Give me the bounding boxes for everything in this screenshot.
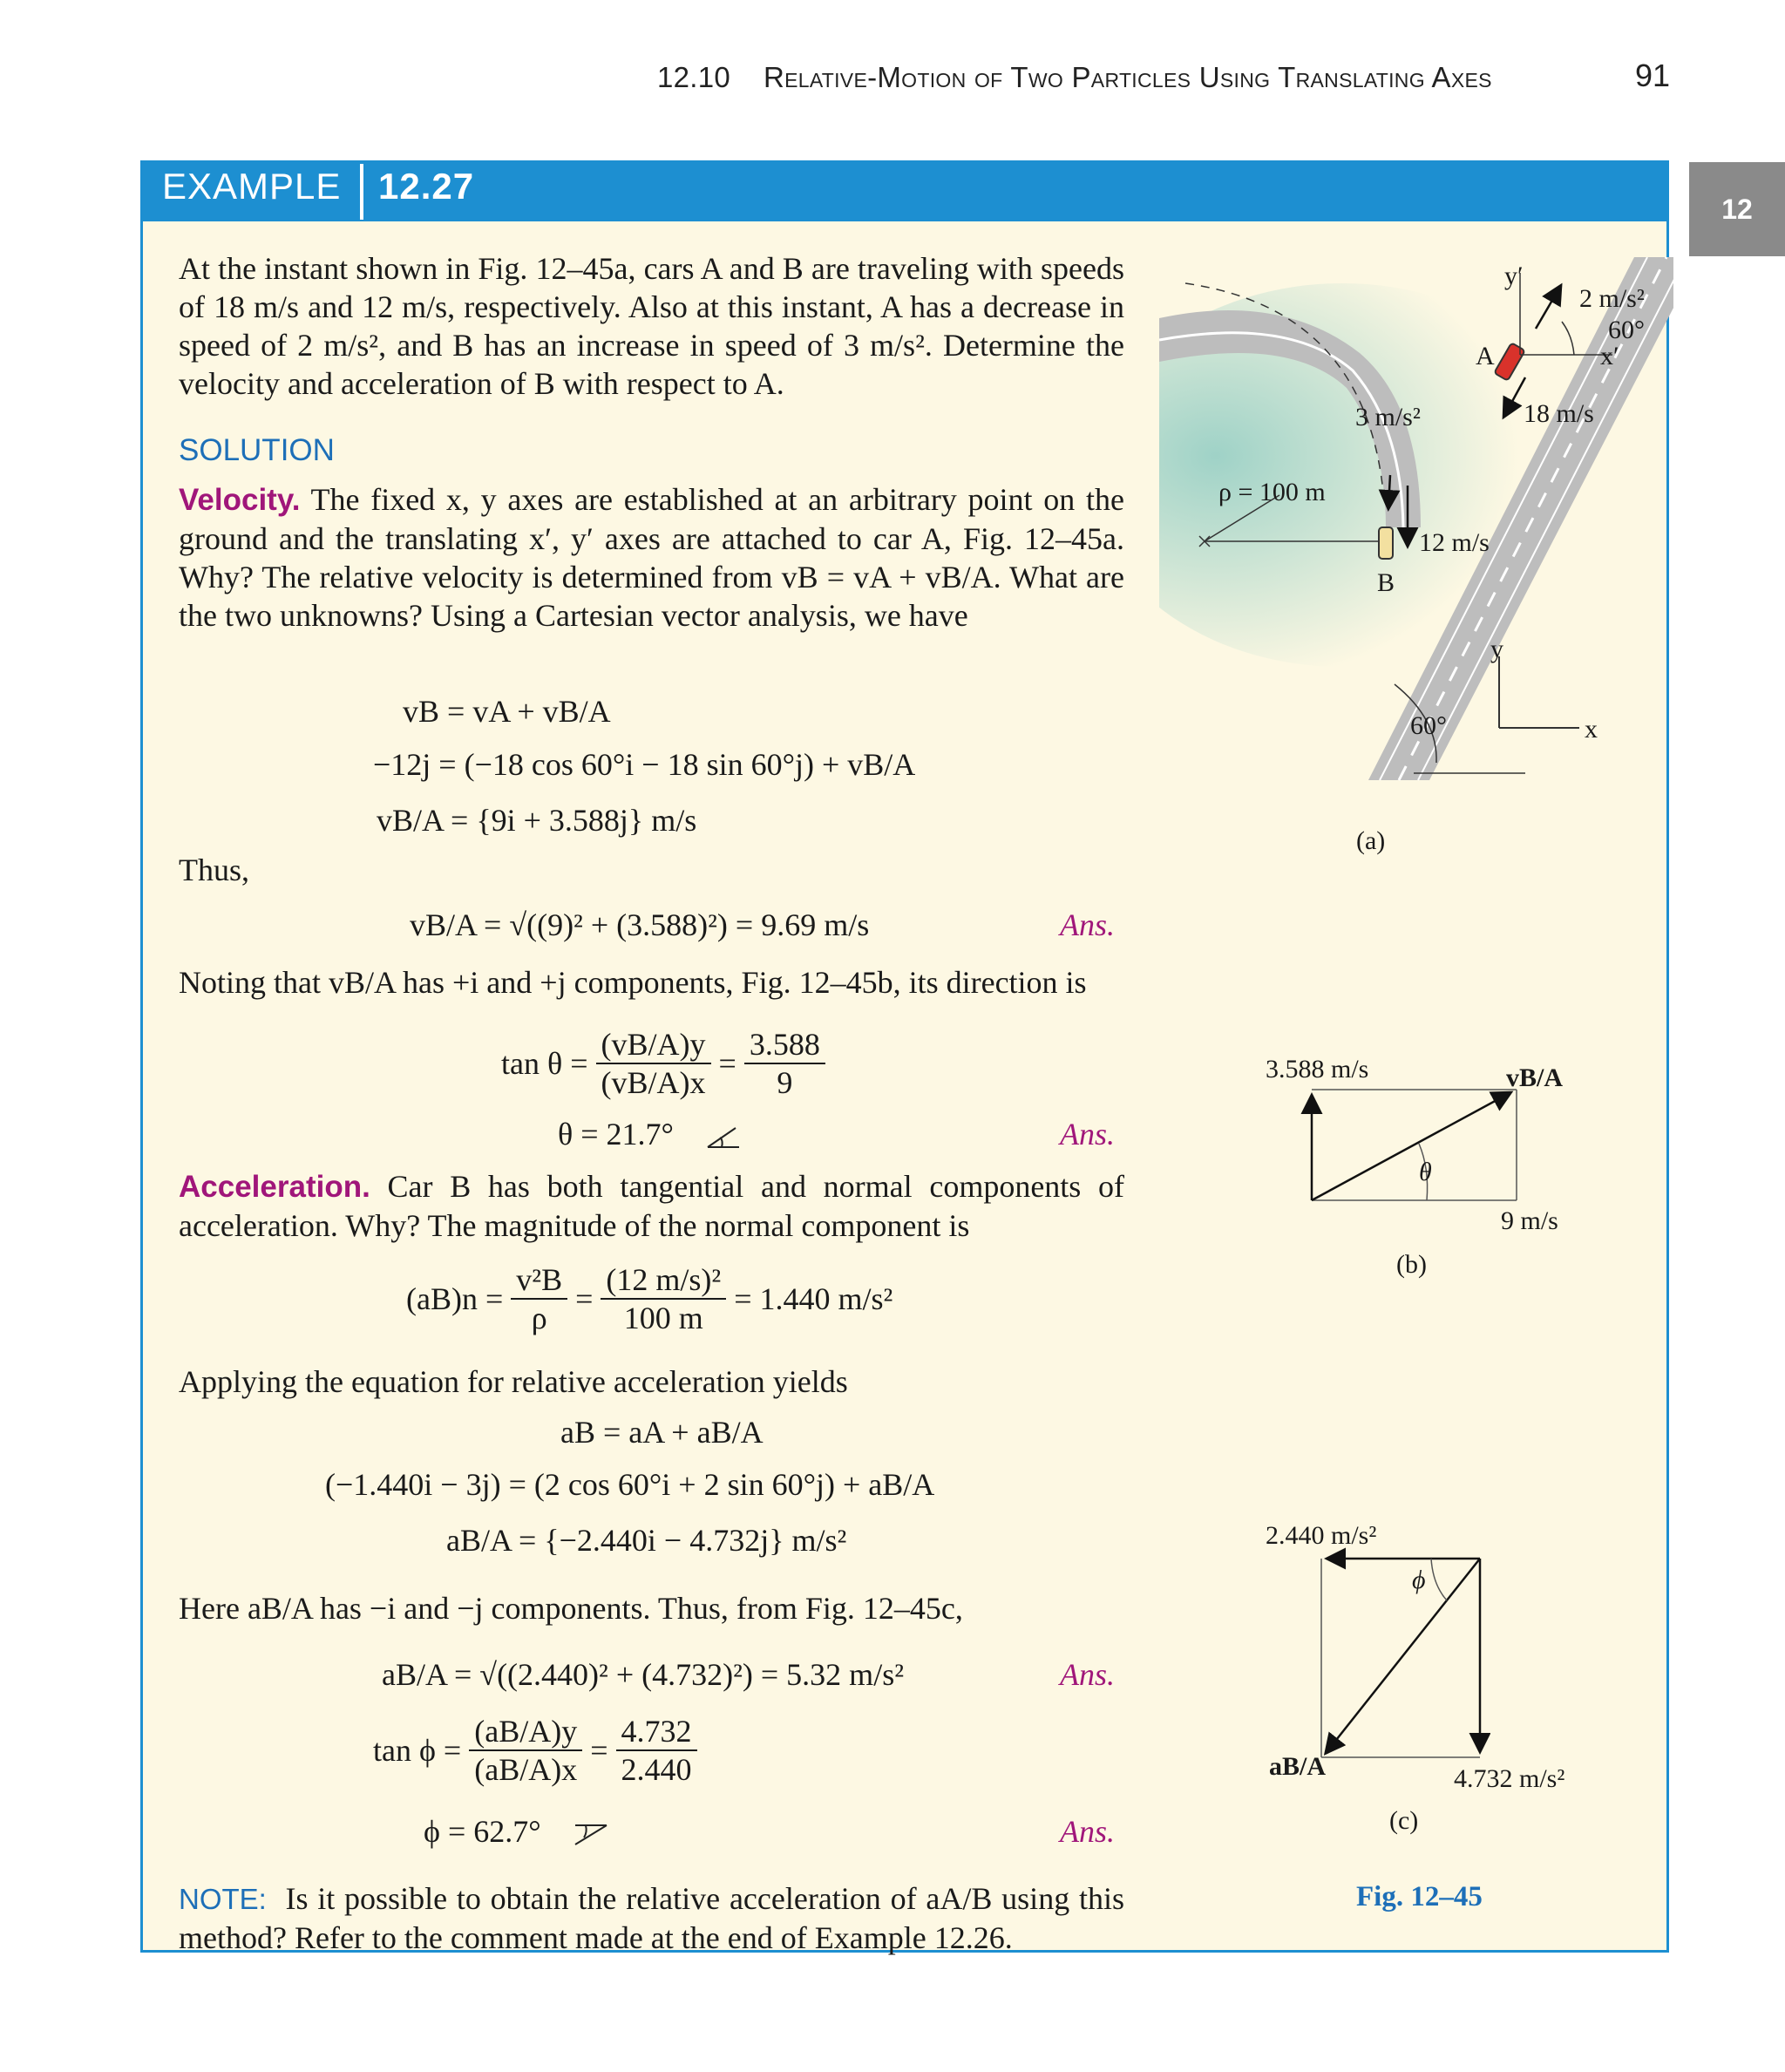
here-text: Here aB/A has −i and −j components. Thus, from Fig. 12–45c, bbox=[179, 1591, 963, 1626]
y-prime-label: y′ bbox=[1504, 262, 1524, 290]
example-title-bar bbox=[140, 160, 1669, 221]
fraction-v-components bbox=[596, 1026, 711, 1101]
equation-velocity-result: vB/A = {9i + 3.588j} m/s bbox=[377, 803, 697, 838]
running-header bbox=[657, 61, 1492, 94]
equation-acceleration-components: (−1.440i − 3j) = (2 cos 60°i + 2 sin 60°j) + aB/A bbox=[325, 1467, 935, 1502]
fraction-numerator: (aB/A)y bbox=[469, 1713, 582, 1751]
note-label: NOTE: bbox=[179, 1883, 267, 1915]
y-label: y bbox=[1490, 635, 1503, 663]
equation-theta-value bbox=[558, 1116, 743, 1152]
phi-value: ϕ = 62.7° bbox=[424, 1814, 541, 1849]
fraction-v-squared-rho bbox=[511, 1261, 567, 1336]
answer-marker: Ans. bbox=[1060, 907, 1115, 942]
figure-caption: Fig. 12–45 bbox=[1356, 1881, 1483, 1912]
relative-acceleration-arrow bbox=[1327, 1559, 1480, 1752]
car-b-label: B bbox=[1377, 568, 1395, 597]
fraction-numerator: 4.732 bbox=[616, 1713, 697, 1751]
noting-text: Noting that vB/A has +i and +j components, Fig. 12–45b, its direction is bbox=[179, 965, 1087, 1000]
equation-normal-acceleration: (aB)n = $\frac{\text{v²B}}{\rho}$ = $\frac{\text{(12 m/s)²}}{100 m}$ = 1.440 m/s² bbox=[406, 1262, 893, 1335]
acceleration-paragraph bbox=[179, 1167, 1124, 1245]
title-divider bbox=[360, 164, 363, 220]
velocity-text: The fixed x, y axes are established at an arbitrary point on the ground and the translating x′, y′ axes are attached to car A, Fig. 12–45a. Why? The relative velocity is determined from vB = vA + vB/A. What are the two unknowns? Using a Cartesian vector analysis, we have bbox=[179, 482, 1124, 633]
angle-direction-icon bbox=[572, 1822, 610, 1848]
equation-theta-tan: tan θ = $\frac{(vB/A)y}{(vB/A)x}$ = $\frac{3.588}{9}$ bbox=[501, 1024, 825, 1103]
fraction-denominator: 100 m bbox=[623, 1301, 703, 1335]
equation-phi-value bbox=[424, 1813, 610, 1850]
fraction-denominator: (aB/A)x bbox=[474, 1752, 578, 1787]
fraction-values bbox=[601, 1261, 726, 1336]
accel-a-label: 2 m/s² bbox=[1579, 284, 1645, 313]
road-angle-label: 60° bbox=[1410, 711, 1447, 740]
car-b bbox=[1379, 527, 1393, 559]
figure-b-velocity-diagram bbox=[1290, 1072, 1525, 1212]
equation-velocity-relation: vB = vA + vB/A bbox=[403, 694, 611, 729]
fraction-numerator: (vB/A)y bbox=[596, 1026, 711, 1064]
note-text: Is it possible to obtain the relative acceleration of aA/B using this method? Refer to the comment made at the end of Example 12.26. bbox=[179, 1881, 1124, 1955]
equation-acceleration-result: aB/A = {−2.440i − 4.732j} m/s² bbox=[446, 1523, 847, 1558]
figure-c-label: (c) bbox=[1389, 1806, 1419, 1835]
fraction-v-values bbox=[744, 1026, 825, 1101]
section-number: 12.10 bbox=[657, 61, 731, 93]
fraction-a-components bbox=[469, 1713, 582, 1788]
angle-direction-icon bbox=[704, 1124, 743, 1151]
vy-label: 3.588 m/s bbox=[1266, 1055, 1369, 1084]
car-a-label: A bbox=[1476, 342, 1495, 370]
fraction-denominator: ρ bbox=[531, 1301, 547, 1335]
figure-a-label: (a) bbox=[1356, 826, 1386, 855]
velocity-heading: Velocity. bbox=[179, 483, 301, 517]
equation-acceleration-relation: aB = aA + aB/A bbox=[560, 1415, 764, 1450]
page-number: 91 bbox=[1635, 58, 1671, 93]
tan-phi-left: tan ϕ = bbox=[373, 1733, 462, 1768]
tan-theta-left: tan θ = bbox=[501, 1046, 588, 1081]
vx-label: 9 m/s bbox=[1501, 1206, 1558, 1235]
ay-label: 4.732 m/s² bbox=[1454, 1764, 1565, 1793]
equation-acceleration-magnitude: aB/A = √((2.440)² + (4.732)²) = 5.32 m/s² bbox=[382, 1657, 904, 1692]
normal-accel-result: = 1.440 m/s² bbox=[734, 1281, 893, 1316]
fraction-denominator: 2.440 bbox=[621, 1752, 692, 1787]
note-paragraph bbox=[179, 1879, 1124, 1957]
example-number: 12.27 bbox=[378, 166, 475, 207]
a-rel-label: aB/A bbox=[1269, 1752, 1327, 1781]
example-label: EXAMPLE bbox=[162, 166, 342, 207]
x-label: x bbox=[1585, 715, 1598, 744]
v-rel-label: vB/A bbox=[1506, 1063, 1564, 1092]
figure-b-label: (b) bbox=[1396, 1250, 1427, 1279]
acceleration-heading: Acceleration. bbox=[179, 1170, 370, 1204]
thus-text: Thus, bbox=[179, 853, 249, 887]
answer-marker: Ans. bbox=[1060, 1657, 1115, 1692]
acceleration-text: Car B has both tangential and normal components of acceleration. Why? The magnitude of the normal component is bbox=[179, 1169, 1125, 1243]
speed-b-label: 12 m/s bbox=[1419, 528, 1490, 557]
normal-accel-left: (aB)n = bbox=[406, 1281, 504, 1316]
equation-velocity-components: −12j = (−18 cos 60°i − 18 sin 60°j) + vB/A bbox=[373, 747, 916, 782]
applying-text: Applying the equation for relative acceleration yields bbox=[179, 1364, 848, 1399]
phi-label: ϕ bbox=[1412, 1566, 1426, 1594]
problem-statement: At the instant shown in Fig. 12–45a, cars A and B are traveling with speeds of 18 m/s and 12 m/s, respectively. Also at this instant, A has a decrease in speed of 2 m/s², and B has an increase in speed of 3 m/s². Determine the velocity and acceleration of B with respect to A. bbox=[179, 251, 1124, 401]
equation-velocity-magnitude: vB/A = √((9)² + (3.588)²) = 9.69 m/s bbox=[410, 907, 870, 942]
velocity-paragraph bbox=[179, 480, 1124, 635]
fraction-a-values bbox=[616, 1713, 697, 1788]
theta-value: θ = 21.7° bbox=[558, 1117, 674, 1151]
ax-label: 2.440 m/s² bbox=[1266, 1521, 1377, 1550]
angle-a-label: 60° bbox=[1608, 316, 1645, 344]
fraction-numerator: (12 m/s)² bbox=[601, 1261, 726, 1300]
chapter-tab: 12 bbox=[1689, 162, 1785, 256]
answer-marker: Ans. bbox=[1060, 1117, 1115, 1151]
equation-phi-tan: tan ϕ = $\frac{(aB/A)y}{(aB/A)x}$ = $\frac{4.732}{2.440}$ bbox=[373, 1710, 697, 1790]
section-title: Relative-Motion of Two Particles Using Translating Axes bbox=[763, 61, 1492, 93]
fraction-denominator: (vB/A)x bbox=[601, 1065, 706, 1100]
relative-velocity-arrow bbox=[1312, 1093, 1510, 1200]
fraction-numerator: v²B bbox=[511, 1261, 567, 1300]
accel-a-arrow bbox=[1536, 287, 1560, 329]
answer-marker: Ans. bbox=[1060, 1814, 1115, 1849]
radius-label: ρ = 100 m bbox=[1218, 478, 1326, 506]
figure-c-acceleration-diagram bbox=[1307, 1543, 1490, 1770]
angle-arc-a bbox=[1562, 322, 1574, 355]
phi-arc bbox=[1431, 1559, 1447, 1600]
solution-heading: SOLUTION bbox=[179, 433, 335, 467]
accel-b-label: 3 m/s² bbox=[1355, 403, 1421, 431]
fraction-denominator: 9 bbox=[777, 1065, 793, 1100]
theta-label: θ bbox=[1419, 1158, 1432, 1186]
speed-a-label: 18 m/s bbox=[1524, 399, 1594, 428]
x-prime-label: x′ bbox=[1600, 342, 1619, 370]
fraction-numerator: 3.588 bbox=[744, 1026, 825, 1064]
